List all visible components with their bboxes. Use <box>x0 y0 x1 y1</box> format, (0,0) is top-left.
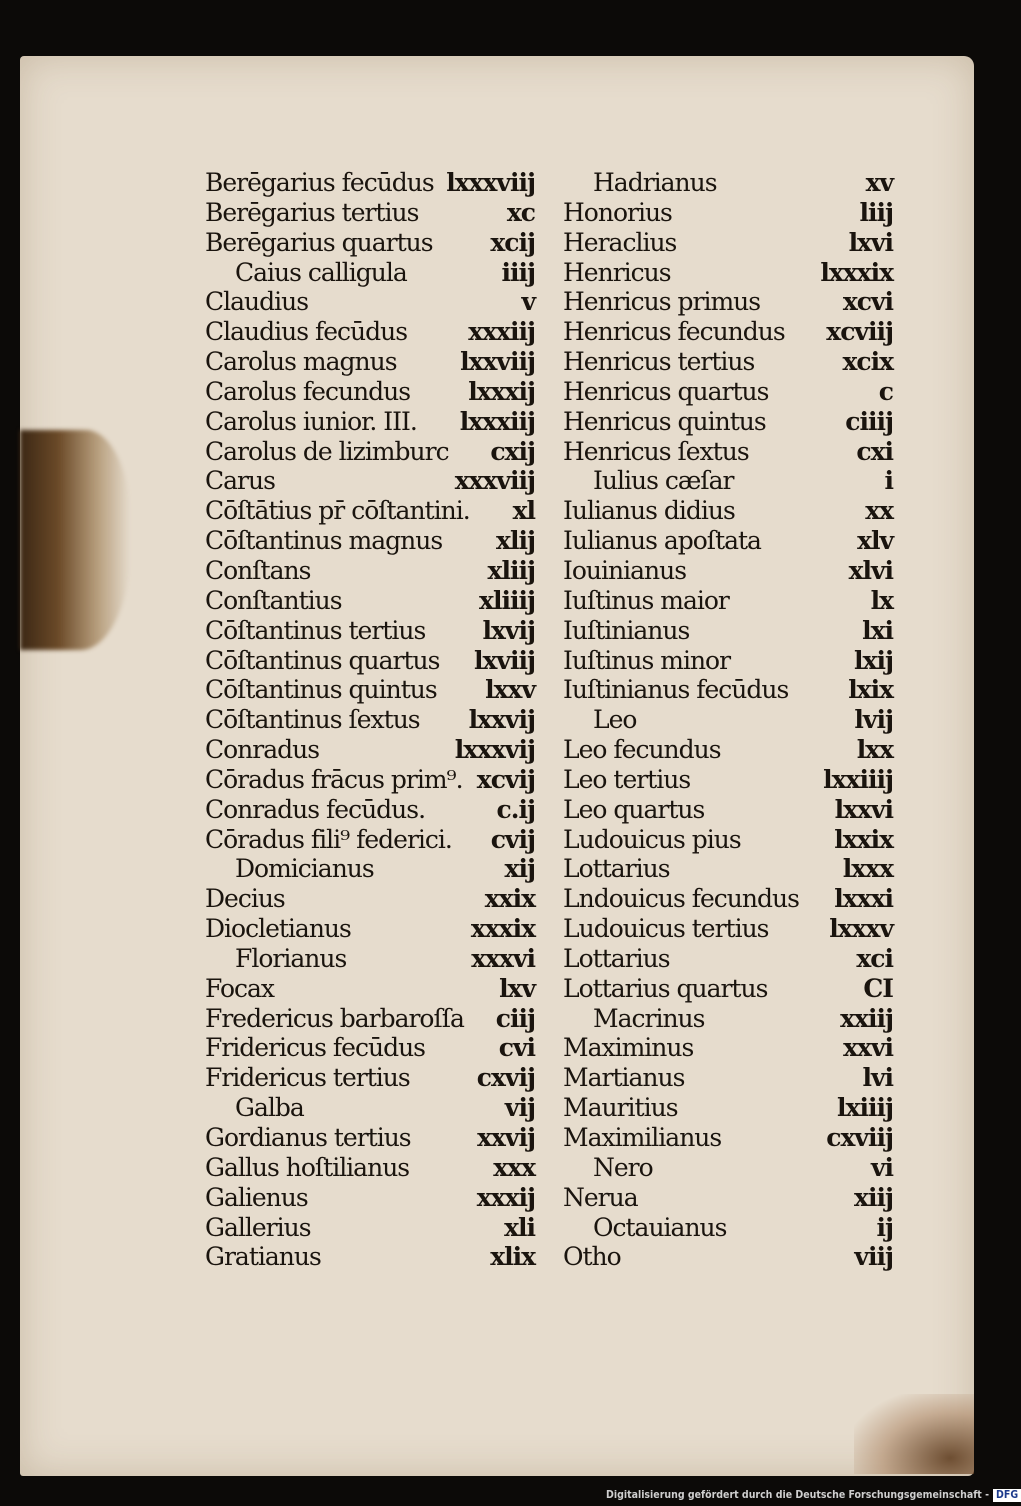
entry-name: Claudius fecūdus <box>205 317 408 347</box>
entry-folio-number: xcix <box>842 347 893 377</box>
index-entry <box>205 228 535 258</box>
entry-name: Claudius <box>205 287 309 317</box>
entry-folio-number: xlix <box>490 1242 535 1272</box>
index-entry <box>205 914 535 944</box>
entry-name: Lndouicus fecundus <box>563 884 799 914</box>
entry-folio-number: liij <box>859 197 893 227</box>
index-entry <box>205 1183 535 1213</box>
index-entry <box>563 556 893 586</box>
entry-name: Honorius <box>563 197 672 227</box>
entry-folio-number: lxxxix <box>820 257 893 287</box>
entry-folio-number: xliiij <box>479 585 535 615</box>
index-entry <box>563 1213 893 1243</box>
index-entry <box>205 675 535 705</box>
index-entry <box>205 884 535 914</box>
entry-name: Henricus <box>563 257 671 287</box>
index-entry <box>563 854 893 884</box>
entry-folio-number: xc <box>506 197 535 227</box>
entry-folio-number: lxiiij <box>837 1093 893 1123</box>
index-entry <box>205 407 535 437</box>
index-entry <box>563 765 893 795</box>
index-entry <box>205 1213 535 1243</box>
entry-folio-number: lxxxij <box>468 376 535 406</box>
entry-name: Iulius cæſar <box>593 466 734 496</box>
entry-name: Henricus tertius <box>563 347 755 377</box>
entry-folio-number: iiij <box>501 257 535 287</box>
entry-name: Henricus fecundus <box>563 317 785 347</box>
index-entry <box>563 914 893 944</box>
entry-folio-number: ciij <box>495 1003 535 1033</box>
entry-name: Galienus <box>205 1182 308 1212</box>
entry-name: Gallus hoſtilianus <box>205 1152 410 1182</box>
entry-name: Florianus <box>235 943 347 973</box>
entry-name: Iulianus didius <box>563 496 735 526</box>
entry-name: Gratianus <box>205 1242 321 1272</box>
index-entry <box>563 1093 893 1123</box>
entry-name: Caius calligula <box>235 257 407 287</box>
index-entry <box>205 466 535 496</box>
index-entry <box>563 974 893 1004</box>
index-entry <box>205 616 535 646</box>
entry-name: Domicianus <box>235 854 374 884</box>
index-entry <box>205 735 535 765</box>
entry-name: Hadrianus <box>593 168 717 197</box>
entry-folio-number: vi <box>870 1152 893 1182</box>
entry-folio-number: viij <box>854 1242 893 1272</box>
entry-folio-number: cvi <box>498 1033 535 1063</box>
entry-name: Cōſtātius pr̄ cōſtantini. <box>205 496 470 526</box>
index-entry <box>205 556 535 586</box>
index-entry <box>563 735 893 765</box>
index-entry <box>205 825 535 855</box>
index-entry <box>205 198 535 228</box>
entry-folio-number: lxv <box>499 973 535 1003</box>
entry-folio-number: xxvij <box>477 1123 535 1152</box>
entry-folio-number: xxxix <box>470 914 535 944</box>
index-entry <box>205 347 535 377</box>
entry-name: Fridericus tertius <box>205 1063 410 1093</box>
entry-folio-number: xli <box>504 1212 535 1242</box>
entry-name: Otho <box>563 1242 621 1272</box>
entry-folio-number: xv <box>865 168 893 197</box>
entry-folio-number: lxxxvij <box>454 735 535 765</box>
entry-name: Octauianus <box>593 1212 727 1242</box>
index-entry <box>563 198 893 228</box>
entry-name: Focax <box>205 973 275 1003</box>
index-entry <box>205 705 535 735</box>
entry-name: Ludouicus pius <box>563 824 741 854</box>
entry-name: Conradus fecūdus. <box>205 794 426 824</box>
entry-name: Cōſtantinus tertius <box>205 615 426 645</box>
entry-name: Cōſtantinus quartus <box>205 645 440 675</box>
entry-name: Heraclius <box>563 227 677 257</box>
entry-folio-number: lxi <box>862 615 893 645</box>
index-entry <box>563 1242 893 1272</box>
entry-folio-number: xxxvi <box>471 943 535 973</box>
entry-name: Conſtans <box>205 555 311 585</box>
entry-folio-number: lxxviij <box>460 347 535 377</box>
entry-folio-number: lxviij <box>474 645 535 675</box>
entry-folio-number: xxxiij <box>468 317 535 347</box>
index-entry <box>205 258 535 288</box>
entry-folio-number: lxxvij <box>468 705 535 735</box>
entry-name: Cōſtantinus quintus <box>205 675 437 705</box>
entry-folio-number: xcij <box>490 227 535 257</box>
index-entry <box>205 168 535 198</box>
index-entry <box>205 854 535 884</box>
entry-name: Leo <box>593 705 637 735</box>
entry-name: Lottarius <box>563 854 670 884</box>
entry-folio-number: lxxv <box>485 675 535 705</box>
index-entry <box>563 825 893 855</box>
entry-folio-number: i <box>884 466 893 496</box>
entry-name: Berēgarius quartus <box>205 227 433 257</box>
entry-folio-number: vij <box>504 1093 535 1123</box>
index-entry <box>205 795 535 825</box>
entry-folio-number: cxviij <box>826 1123 893 1152</box>
index-entry <box>205 1063 535 1093</box>
entry-folio-number: lvij <box>854 705 893 735</box>
entry-name: Gordianus tertius <box>205 1123 411 1152</box>
index-entry <box>563 466 893 496</box>
entry-name: Macrinus <box>593 1003 705 1033</box>
entry-folio-number: xcviij <box>826 317 893 347</box>
entry-name: Leo fecundus <box>563 735 721 765</box>
digitization-footer <box>606 1487 1019 1503</box>
entry-name: Lottarius <box>563 943 670 973</box>
index-entry <box>205 1004 535 1034</box>
entry-folio-number: lxix <box>848 675 893 705</box>
entry-folio-number: cxi <box>856 436 893 466</box>
entry-name: Henricus quartus <box>563 376 769 406</box>
index-entry <box>563 616 893 646</box>
footer-text: Digitalisierung gefördert durch die Deutsche Forschungsgemeinschaft - <box>606 1489 990 1501</box>
entry-name: Maximinus <box>563 1033 694 1063</box>
entry-folio-number: cxvij <box>476 1063 535 1093</box>
entry-name: Decius <box>205 884 285 914</box>
entry-folio-number: xlv <box>857 526 893 556</box>
index-entry <box>205 586 535 616</box>
index-entry <box>205 1093 535 1123</box>
entry-name: Henricus primus <box>563 287 761 317</box>
index-entry <box>563 586 893 616</box>
entry-folio-number: xiij <box>854 1182 893 1212</box>
index-entry <box>205 1242 535 1272</box>
entry-folio-number: cxij <box>490 436 535 466</box>
entry-name: Cōſtantinus magnus <box>205 526 443 556</box>
entry-folio-number: lxvi <box>848 227 893 257</box>
index-entry <box>563 675 893 705</box>
entry-name: Berēgarius fecūdus <box>205 168 434 197</box>
entry-folio-number: xx <box>865 496 893 526</box>
entry-name: Carus <box>205 466 275 496</box>
entry-folio-number: xxix <box>484 884 535 914</box>
entry-name: Nero <box>593 1152 653 1182</box>
entry-name: Leo tertius <box>563 764 691 794</box>
entry-name: Henricus ſextus <box>563 436 749 466</box>
entry-name: Mauritius <box>563 1093 678 1123</box>
entry-folio-number: lxij <box>854 645 893 675</box>
page-stain-left <box>20 430 130 650</box>
entry-folio-number: c.ij <box>496 794 535 824</box>
entry-name: Iuſtinus maior <box>563 585 729 615</box>
entry-name: Carolus de lizimburc <box>205 436 449 466</box>
index-entry <box>205 974 535 1004</box>
entry-folio-number: lxx <box>856 735 893 765</box>
entry-name: Iuſtinianus <box>563 615 690 645</box>
dfg-logo: DFG <box>993 1489 1021 1502</box>
index-entry <box>205 317 535 347</box>
index-column-left <box>205 168 535 1272</box>
entry-name: Lottarius quartus <box>563 973 768 1003</box>
entry-folio-number: xl <box>512 496 535 526</box>
entry-folio-number: lxxxiij <box>459 406 535 436</box>
index-entry <box>563 1153 893 1183</box>
entry-folio-number: ij <box>876 1212 893 1242</box>
entry-folio-number: lxxiiij <box>823 764 893 794</box>
entry-name: Conſtantius <box>205 585 342 615</box>
entry-folio-number: lxxxi <box>834 884 893 914</box>
entry-folio-number: v <box>521 287 535 317</box>
entry-name: Iuſtinus minor <box>563 645 731 675</box>
entry-folio-number: xcvi <box>842 287 893 317</box>
index-entry <box>205 496 535 526</box>
index-entry <box>563 437 893 467</box>
entry-name: Iouinianus <box>563 555 687 585</box>
entry-folio-number: xxx <box>493 1152 535 1182</box>
entry-name: Fridericus fecūdus <box>205 1033 426 1063</box>
entry-folio-number: xlvi <box>848 555 893 585</box>
entry-folio-number: cvij <box>490 824 535 854</box>
entry-name: Carolus iunior. III. <box>205 406 417 436</box>
index-entry <box>563 1123 893 1153</box>
index-entry <box>205 944 535 974</box>
entry-name: Leo quartus <box>563 794 705 824</box>
entry-folio-number: lvi <box>862 1063 893 1093</box>
entry-name: Maximilianus <box>563 1123 722 1152</box>
index-entry <box>563 1063 893 1093</box>
entry-folio-number: CI <box>863 973 893 1003</box>
entry-folio-number: xxxij <box>476 1182 535 1212</box>
index-entry <box>563 646 893 676</box>
index-entry <box>563 944 893 974</box>
entry-name: Diocletianus <box>205 914 351 944</box>
entry-folio-number: xij <box>504 854 535 884</box>
index-entry <box>563 884 893 914</box>
entry-folio-number: lxxix <box>834 824 893 854</box>
entry-folio-number: xxvi <box>843 1033 893 1063</box>
entry-name: Nerua <box>563 1182 638 1212</box>
index-entry <box>563 228 893 258</box>
index-entry <box>563 377 893 407</box>
index-entry <box>205 1123 535 1153</box>
entry-name: Iuſtinianus fecūdus <box>563 675 789 705</box>
entry-name: Ludouicus tertius <box>563 914 769 944</box>
entry-folio-number: xliij <box>487 555 535 585</box>
entry-name: Iulianus apoſtata <box>563 526 761 556</box>
index-entry <box>563 705 893 735</box>
index-entry <box>563 496 893 526</box>
index-entry <box>563 407 893 437</box>
entry-name: Carolus magnus <box>205 347 397 377</box>
entry-folio-number: lxxxviij <box>446 168 535 197</box>
page-stain-bottom <box>854 1394 974 1474</box>
entry-folio-number: xcvij <box>476 764 535 794</box>
entry-folio-number: xxiij <box>840 1003 893 1033</box>
entry-name: Gallerius <box>205 1212 311 1242</box>
index-entry <box>563 795 893 825</box>
entry-name: Cōradus fili⁹ federici. <box>205 824 452 854</box>
index-entry <box>205 1033 535 1063</box>
entry-name: Cōradus frācus prim⁹. <box>205 764 463 794</box>
index-entry <box>563 347 893 377</box>
entry-name: Conradus <box>205 735 320 765</box>
entry-folio-number: lx <box>870 585 893 615</box>
entry-name: Cōſtantinus ſextus <box>205 705 420 735</box>
entry-name: Berēgarius tertius <box>205 197 419 227</box>
entry-folio-number: lxvij <box>482 615 535 645</box>
index-entry <box>563 1004 893 1034</box>
index-entry <box>205 646 535 676</box>
entry-folio-number: xlij <box>496 526 535 556</box>
index-entry <box>205 526 535 556</box>
index-entry <box>563 1183 893 1213</box>
entry-name: Galba <box>235 1093 304 1123</box>
index-entry <box>205 377 535 407</box>
entry-name: Fredericus barbaroſſa <box>205 1003 464 1033</box>
entry-folio-number: ciiij <box>845 406 893 436</box>
index-entry <box>563 258 893 288</box>
index-column-right <box>563 168 893 1272</box>
index-entry <box>205 437 535 467</box>
index-entry <box>205 1153 535 1183</box>
entry-folio-number: xci <box>856 943 893 973</box>
index-entry <box>563 168 893 198</box>
index-entry <box>205 765 535 795</box>
entry-name: Carolus fecundus <box>205 376 411 406</box>
index-entry <box>563 526 893 556</box>
index-entry <box>563 287 893 317</box>
entry-folio-number: lxxvi <box>834 794 893 824</box>
entry-folio-number: xxxviij <box>454 466 535 496</box>
entry-folio-number: lxxx <box>842 854 893 884</box>
entry-folio-number: c <box>878 376 893 406</box>
entry-folio-number: lxxxv <box>829 914 893 944</box>
index-entry <box>563 1033 893 1063</box>
entry-name: Martianus <box>563 1063 685 1093</box>
index-entry <box>205 287 535 317</box>
index-entry <box>563 317 893 347</box>
entry-name: Henricus quintus <box>563 406 766 436</box>
